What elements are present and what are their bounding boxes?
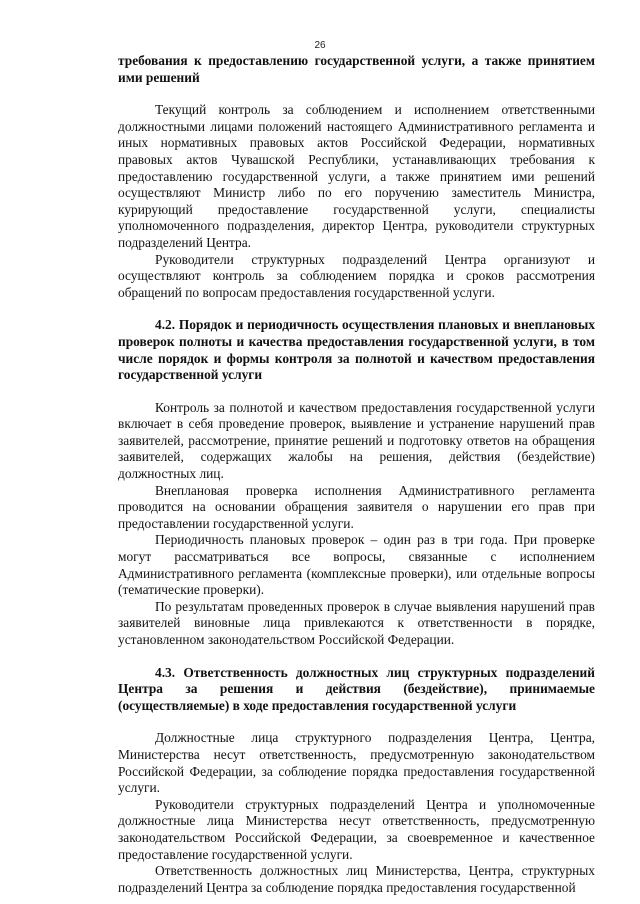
body-paragraph: Руководители структурных подразделений Центра и уполномоченные должностные лица Министерства несут ответственность, предусмотренную законодательством Российской Федерации, за своевременное и качественное предоставление государственной услуги.: [118, 796, 595, 862]
body-paragraph: Руководители структурных подразделений Центра организуют и осуществляют контроль за соблюдением порядка и сроков рассмотрения обращений по вопросам предоставления государственной услуги.: [118, 251, 595, 300]
body-paragraph: Должностные лица структурного подразделения Центра, Центра, Министерства несут ответственность, предусмотренную законодательством Российской Федерации, за соблюдение порядка предоставления государственной услуги.: [118, 730, 595, 796]
section-heading: 4.2. Порядок и периодичность осуществления плановых и внеплановых проверок полноты и качества предоставления государственной услуги, в том числе порядок и формы контроля за полнотой и качеством предоставления государственной услуги: [118, 317, 595, 383]
section-heading: 4.3. Ответственность должностных лиц структурных подразделений Центра за решения и действия (бездействие), принимаемые (осуществляемые) в ходе предоставления государственной услуги: [118, 664, 595, 713]
paragraph-gap: [118, 649, 595, 665]
body-paragraph: Внеплановая проверка исполнения Административного регламента проводится на основании обращения заявителя о нарушении его прав при предоставлении государственной услуги.: [118, 482, 595, 531]
body-paragraph: По результатам проведенных проверок в случае выявления нарушений прав заявителей виновные лица привлекаются к ответственности в порядке, установленном законодательством Российской Федерации.: [118, 598, 595, 647]
body-paragraph: Текущий контроль за соблюдением и исполнением ответственными должностными лицами положений настоящего Административного регламента и иных нормативных правовых актов Российской Федерации, нормативных правовых актов Чувашской Республики, устанавливающих требования к предоставлению государственной услуги, а также принятием ими решений осуществляют Министр либо по его поручению заместитель Министра, курирующий предоставление государственной услуги, специалисты уполномоченного подразделения, директор Центра, руководители структурных подразделений Центра.: [118, 102, 595, 250]
page-number: 26: [314, 40, 326, 51]
document-body: [118, 53, 595, 896]
paragraph-gap: [118, 384, 595, 400]
body-paragraph: Контроль за полнотой и качеством предоставления государственной услуги включает в себя проведение проверок, выявление и устранение нарушений прав заявителей, рассмотрение, принятие решений и подготовку ответов на обращения заявителей, содержащих жалобы на решения, действия (бездействие) должностных лиц.: [118, 399, 595, 482]
paragraph-gap: [118, 301, 595, 317]
section-heading: требования к предоставлению государственной услуги, а также принятием ими решений: [118, 53, 595, 85]
paragraph-gap: [118, 86, 595, 102]
paragraph-gap: [118, 714, 595, 730]
body-paragraph: Периодичность плановых проверок – один раз в три года. При проверке могут рассматриваться все вопросы, связанные с исполнением Административного регламента (комплексные проверки), или отдельные вопросы (тематические проверки).: [118, 532, 595, 598]
body-paragraph: Ответственность должностных лиц Министерства, Центра, структурных подразделений Центра за соблюдение порядка предоставления государственной: [118, 863, 595, 895]
